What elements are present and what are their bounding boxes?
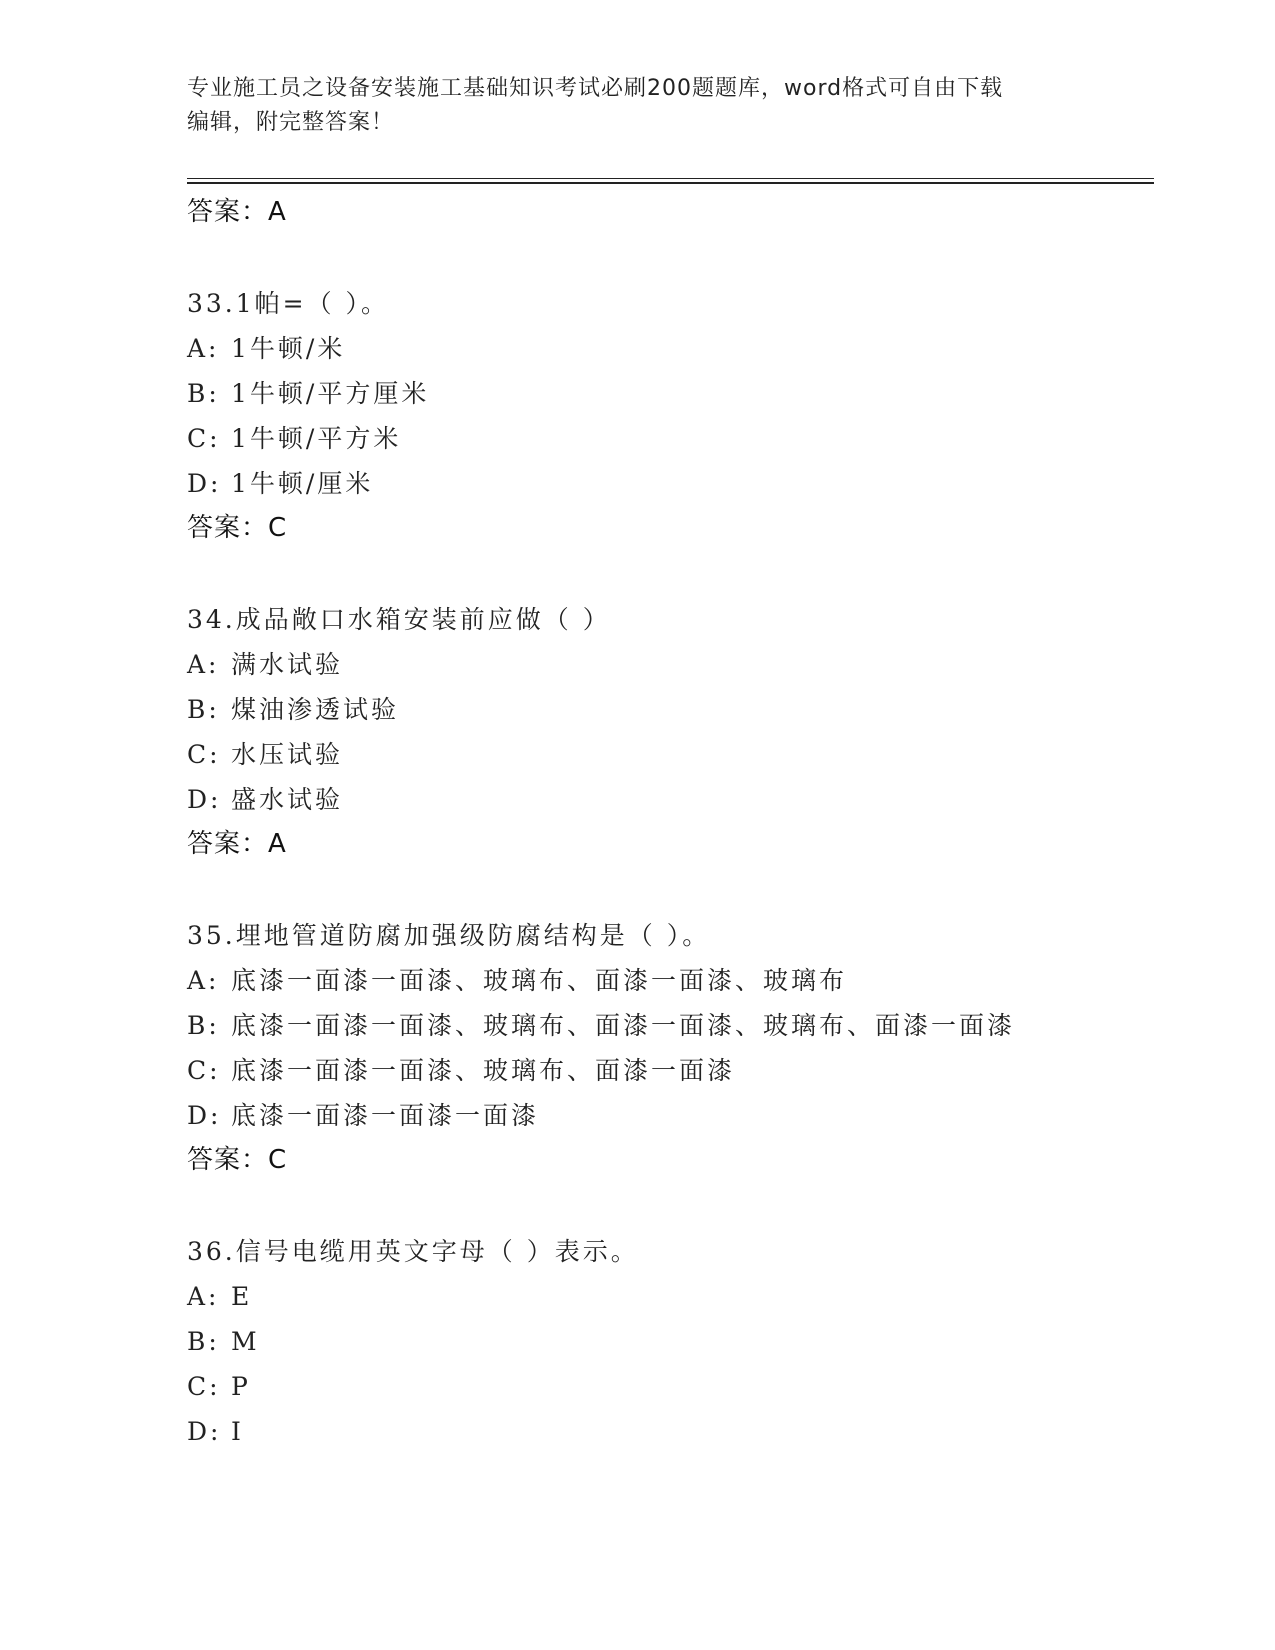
answer-line: 答案：C bbox=[187, 513, 288, 543]
option-text: 底漆一面漆一面漆、玻璃布、面漆一面漆 bbox=[231, 1056, 736, 1085]
option-text: M bbox=[231, 1327, 260, 1356]
option-d bbox=[187, 461, 1154, 506]
option-label: B: bbox=[187, 1327, 220, 1356]
option-d bbox=[187, 1409, 1154, 1454]
option-label: A: bbox=[187, 1282, 220, 1311]
document-body bbox=[187, 190, 1154, 1454]
option-d bbox=[187, 1093, 1154, 1138]
option-c bbox=[187, 1048, 1154, 1093]
option-b bbox=[187, 371, 1154, 416]
option-text: I bbox=[231, 1417, 244, 1446]
question-title: 34.成品敞口水箱安装前应做（ ） bbox=[187, 605, 611, 634]
question-title: 33.1帕=（ ）。 bbox=[187, 289, 390, 318]
option-label: A: bbox=[187, 966, 220, 995]
option-text: 底漆一面漆一面漆、玻璃布、面漆一面漆、玻璃布 bbox=[231, 966, 848, 995]
option-label: C: bbox=[187, 424, 221, 453]
option-text: 底漆一面漆一面漆、玻璃布、面漆一面漆、玻璃布、面漆一面漆 bbox=[231, 1011, 1016, 1040]
header-line-1: 专业施工员之设备安装施工基础知识考试必刷200题题库，word格式可自由下载 bbox=[187, 76, 1004, 101]
option-label: C: bbox=[187, 1056, 221, 1085]
option-text: 1牛顿/平方米 bbox=[231, 424, 402, 453]
spacer bbox=[187, 867, 1154, 913]
option-label: A: bbox=[187, 334, 220, 363]
answer-line: 答案：A bbox=[187, 829, 287, 859]
option-c bbox=[187, 416, 1154, 461]
option-label: B: bbox=[187, 379, 220, 408]
option-a bbox=[187, 326, 1154, 371]
option-label: D: bbox=[187, 469, 222, 498]
option-text: 水压试验 bbox=[231, 740, 344, 769]
option-label: A: bbox=[187, 650, 220, 679]
option-c bbox=[187, 1364, 1154, 1409]
answer-line: 答案：A bbox=[187, 197, 287, 227]
option-text: 盛水试验 bbox=[231, 785, 344, 814]
option-text: P bbox=[231, 1372, 251, 1401]
option-text: E bbox=[231, 1282, 253, 1311]
header-divider-thin bbox=[187, 178, 1154, 179]
option-text: 满水试验 bbox=[231, 650, 344, 679]
question-33 bbox=[187, 281, 1154, 551]
option-b bbox=[187, 1319, 1154, 1364]
option-label: D: bbox=[187, 785, 222, 814]
option-b bbox=[187, 1003, 1154, 1048]
spacer bbox=[187, 1183, 1154, 1229]
document-header bbox=[187, 72, 1087, 140]
option-text: 底漆一面漆一面漆一面漆 bbox=[231, 1101, 540, 1130]
option-text: 1牛顿/米 bbox=[231, 334, 346, 363]
header-line-2: 编辑，附完整答案！ bbox=[187, 110, 395, 135]
question-title: 36.信号电缆用英文字母（ ）表示。 bbox=[187, 1237, 639, 1266]
option-label: D: bbox=[187, 1417, 222, 1446]
answer-line: 答案：C bbox=[187, 1145, 288, 1175]
option-a bbox=[187, 1274, 1154, 1319]
spacer bbox=[187, 551, 1154, 597]
option-label: B: bbox=[187, 1011, 220, 1040]
option-label: C: bbox=[187, 740, 221, 769]
option-label: B: bbox=[187, 695, 220, 724]
option-c bbox=[187, 732, 1154, 777]
question-35 bbox=[187, 913, 1154, 1183]
question-34 bbox=[187, 597, 1154, 867]
header-divider-thick bbox=[187, 182, 1154, 184]
question-title: 35.埋地管道防腐加强级防腐结构是（ ）。 bbox=[187, 921, 711, 950]
option-a bbox=[187, 958, 1154, 1003]
option-text: 1牛顿/厘米 bbox=[231, 469, 374, 498]
option-label: D: bbox=[187, 1101, 222, 1130]
option-text: 1牛顿/平方厘米 bbox=[231, 379, 430, 408]
option-d bbox=[187, 777, 1154, 822]
option-b bbox=[187, 687, 1154, 732]
option-text: 煤油渗透试验 bbox=[231, 695, 400, 724]
spacer bbox=[187, 235, 1154, 281]
option-a bbox=[187, 642, 1154, 687]
option-label: C: bbox=[187, 1372, 221, 1401]
question-36 bbox=[187, 1229, 1154, 1454]
